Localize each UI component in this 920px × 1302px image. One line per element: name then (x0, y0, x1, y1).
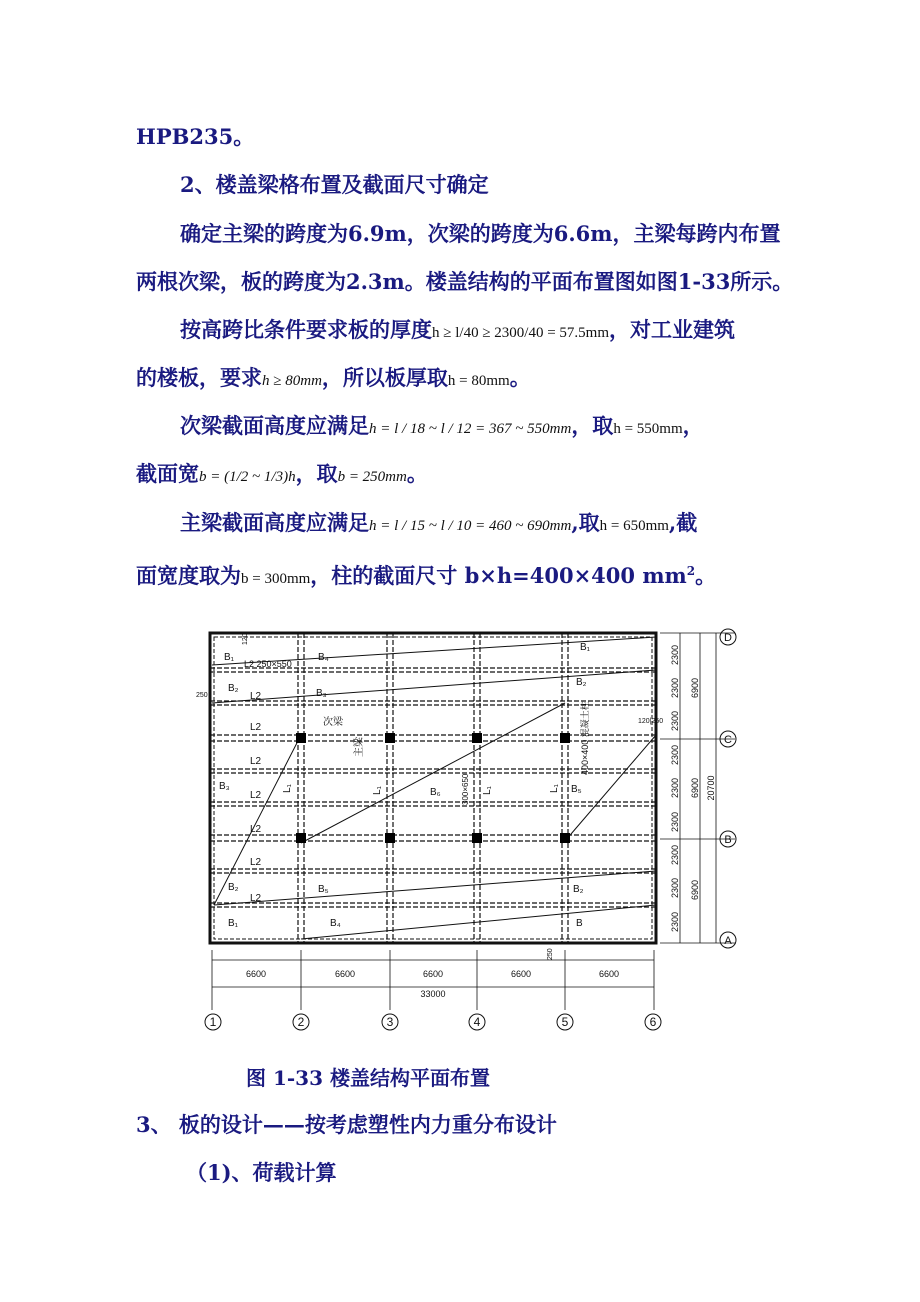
beam-label: L₁ (372, 786, 383, 795)
text-line-5: 按高跨比条件要求板的厚度h ≥ l/40 ≥ 2300/40 = 57.5mm，对工业建筑 (180, 317, 736, 342)
dim-text: 2300 (670, 644, 680, 666)
slab-label: B₂ (576, 677, 587, 688)
slab-label: B₁ (580, 642, 591, 653)
dim-text: 120|250 (638, 718, 664, 725)
slab-label: B₂ (573, 884, 584, 895)
column (296, 733, 306, 743)
slab-label: B₆ (430, 787, 441, 798)
column (560, 833, 570, 843)
axis-label: B (724, 834, 732, 846)
beam-label: L2 (250, 691, 262, 702)
dim-text: 2300 (670, 811, 680, 833)
beam-label: L2 (250, 756, 262, 767)
figure-caption: 图 1-33 楼盖结构平面布置 (246, 1066, 490, 1090)
text-line-6: 的楼板，要求h ≥ 80mm，所以板厚取h = 80mm。 (136, 365, 531, 390)
beam-label: 300×650 (461, 773, 470, 805)
dim-text: 2300 (670, 777, 680, 799)
dim-text: 2300 (670, 911, 680, 933)
dim-text: 2300 (670, 844, 680, 866)
beam-label: L2 (250, 824, 262, 835)
text-line-10: 面宽度取为b = 300mm，柱的截面尺寸 b×h=400×400 $mm^2$。 (136, 563, 717, 588)
dim-text: 6600 (245, 969, 267, 979)
beam-label: L2 (250, 722, 262, 733)
dim-text: 6600 (598, 969, 620, 979)
axis-label: 3 (386, 1015, 394, 1029)
text-line-4: 两根次梁，板的跨度为2.3m。楼盖结构的平面布置图如图1-33所示。 (136, 269, 794, 294)
beam-label: L2 (250, 790, 262, 801)
slab-label: B₄ (318, 652, 329, 663)
text-line-8: 截面宽b = (1/2 ~ 1/3)h，取b = 250mm。 (136, 461, 428, 486)
column (472, 833, 482, 843)
column-label: 400×400 混凝土柱 (580, 701, 590, 775)
axis-label: 4 (473, 1015, 481, 1029)
dim-text: 120 (242, 633, 249, 645)
column (296, 833, 306, 843)
column (385, 833, 395, 843)
dim-text: 6600 (422, 969, 444, 979)
dim-text: 2300 (670, 744, 680, 766)
dim-text: 6900 (690, 879, 700, 901)
slab-label: B₅ (571, 784, 582, 795)
slab-label: B₃ (316, 688, 327, 699)
dim-text: 6600 (334, 969, 356, 979)
column (472, 733, 482, 743)
text-line-7: 次梁截面高度应满足h = l / 18 ~ l / 12 = 367 ~ 550mm，取h = 550mm， (180, 413, 704, 438)
axis-label: A (724, 935, 732, 947)
axis-label: D (724, 632, 732, 644)
dim-text: 6600 (510, 969, 532, 979)
subsection-heading: （1)、荷载计算 (186, 1160, 337, 1185)
beam-label: 次梁 (323, 717, 343, 728)
dim-text: 2300 (670, 877, 680, 899)
slab-label: B (576, 918, 583, 929)
slab-label: B₁ (228, 918, 239, 929)
slab-label: B₄ (330, 918, 341, 929)
floor-plan-drawing (190, 615, 750, 1040)
beam-label: L₁ (282, 784, 293, 793)
beam-label: L2 (250, 893, 262, 904)
dim-text: 6900 (690, 677, 700, 699)
text-line-3: 确定主梁的跨度为6.9m，次梁的跨度为6.6m，主梁每跨内布置 (180, 221, 781, 246)
text-line-1: HPB235。 (136, 124, 255, 149)
dim-text: 2300 (670, 677, 680, 699)
axis-label: 6 (649, 1015, 657, 1029)
dim-text: 250 (547, 948, 554, 960)
beam-label: 主梁 (354, 737, 365, 757)
dim-text: 33000 (420, 989, 446, 999)
slab-label: B₂ (228, 683, 239, 694)
beam-label: L2 (250, 857, 262, 868)
beam-label: L₁ (482, 786, 493, 795)
axis-label: 1 (209, 1015, 217, 1029)
section-heading-2: 2、楼盖梁格布置及截面尺寸确定 (180, 172, 489, 197)
beam-label: L2 250×550 (244, 659, 292, 669)
column (385, 733, 395, 743)
column (560, 733, 570, 743)
slab-label: B₁ (224, 652, 235, 663)
slab-label: B₃ (219, 781, 230, 792)
dim-text: 20700 (706, 775, 716, 801)
axis-label: 5 (561, 1015, 569, 1029)
axis-label: 2 (297, 1015, 305, 1029)
beam-label: L₁ (549, 784, 560, 793)
slab-label: B₂ (228, 882, 239, 893)
section-heading-3: 3、 板的设计——按考虑塑性内力重分布设计 (136, 1112, 557, 1137)
axis-label: C (724, 734, 732, 746)
slab-label: B₅ (318, 884, 329, 895)
dim-text: 2300 (670, 710, 680, 732)
dim-text: 6900 (690, 777, 700, 799)
dim-text: 250 (196, 692, 208, 699)
text-line-9: 主梁截面高度应满足h = l / 15 ~ l / 10 = 460 ~ 690mm,取h = 650mm,截 (180, 510, 698, 535)
